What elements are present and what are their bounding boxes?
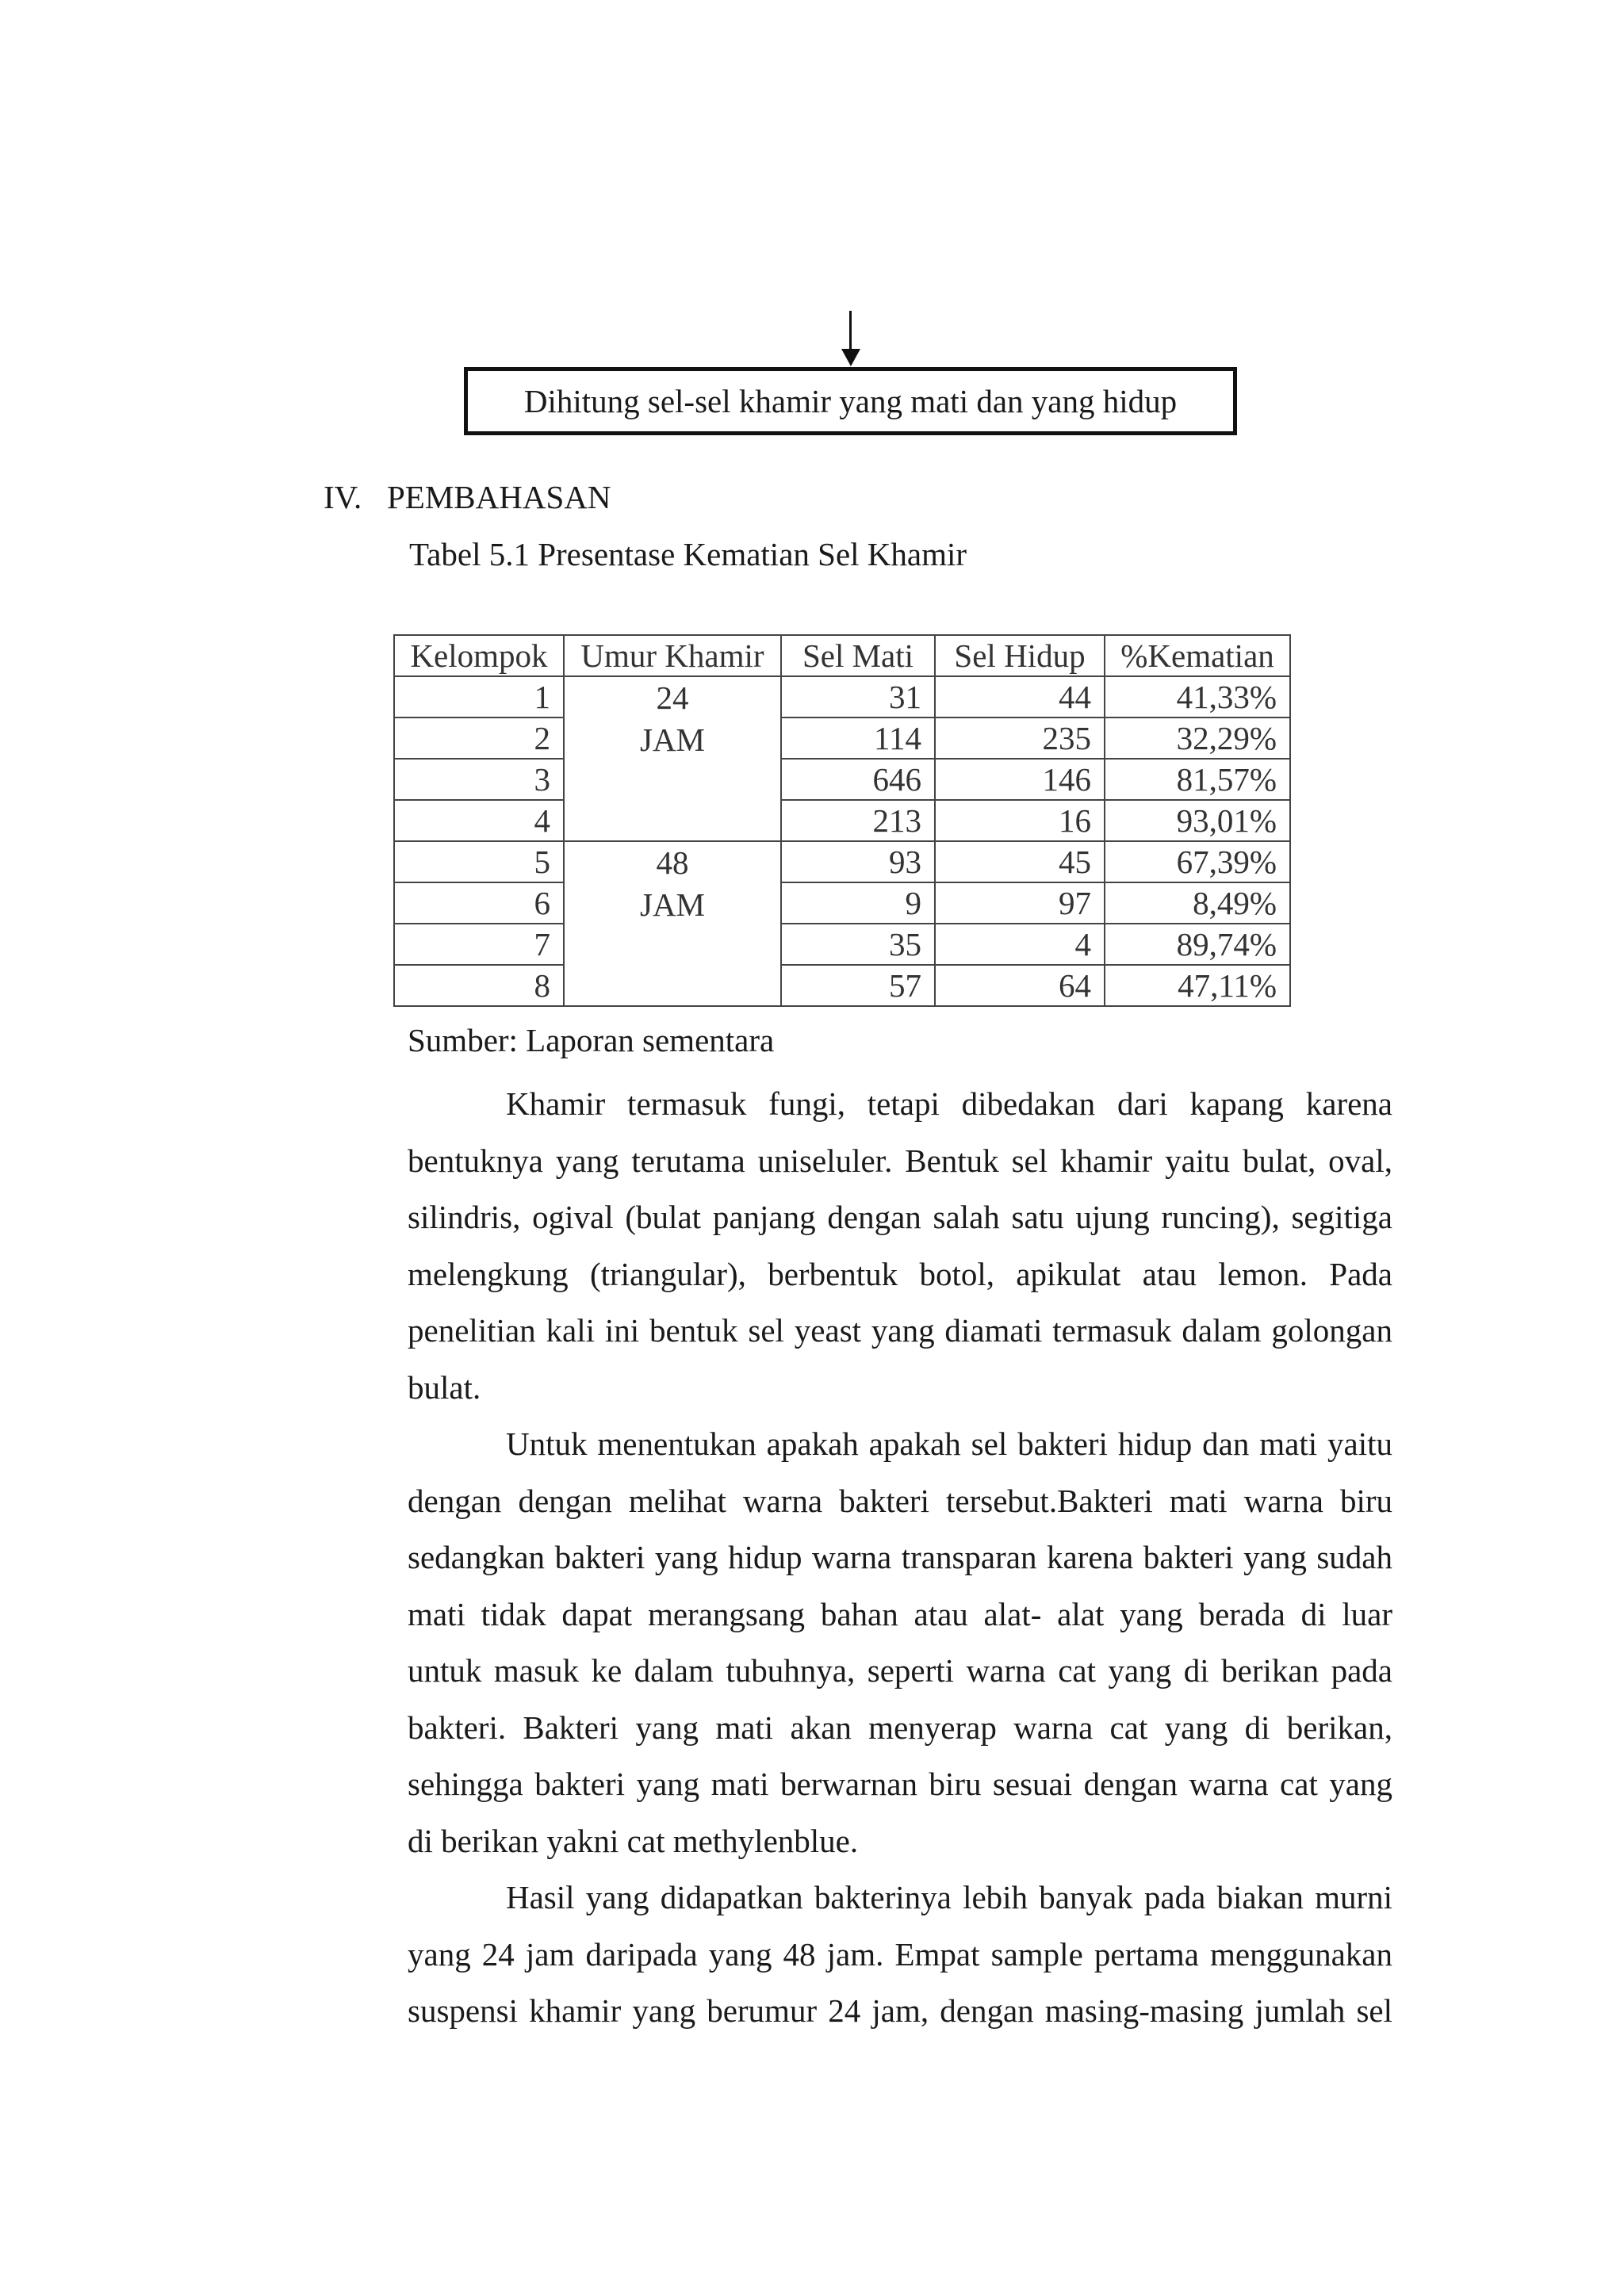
cell-kematian: 89,74% [1105,924,1290,965]
cell-sel-mati: 646 [781,759,935,800]
section-title: PEMBAHASAN [387,479,611,515]
paragraph-line: melengkung (triangular), berbentuk botol, apikulat atau lemon. Pada [408,1255,1392,1292]
section-number: IV. [324,479,362,515]
paragraph-line: Hasil yang didapatkan bakterinya lebih banyak pada biakan murni [506,1879,1392,1915]
cell-sel-hidup: 97 [935,882,1105,924]
table-header-row [394,635,1290,676]
paragraph-line: di berikan yakni cat methylenblue. [408,1822,859,1859]
body-paragraph-1 [408,1076,1392,1416]
header-sel-hidup: Sel Hidup [935,635,1105,676]
cell-sel-hidup: 4 [935,924,1105,965]
age-unit: JAM [639,886,706,923]
paragraph-line: suspensi khamir yang berumur 24 jam, dengan masing-masing jumlah sel [408,1992,1392,2029]
paragraph-line: yang 24 jam daripada yang 48 jam. Empat sample pertama menggunakan [408,1935,1392,1973]
cell-kelompok: 3 [394,759,564,800]
cell-kematian: 32,29% [1105,718,1290,759]
cell-kematian: 81,57% [1105,759,1290,800]
paragraph-line: bulat. [408,1368,481,1406]
cell-sel-mati: 31 [781,676,935,718]
cell-sel-hidup: 45 [935,841,1105,882]
paragraph-line: sehingga bakteri yang mati berwarnan biru sesuai dengan warna cat yang [408,1766,1392,1802]
cell-kematian: 67,39% [1105,841,1290,882]
paragraph-line: untuk masuk ke dalam tubuhnya, seperti warna cat yang di berikan pada [408,1652,1392,1689]
cell-kelompok: 1 [394,676,564,718]
paragraph-line: bentuknya yang terutama uniseluler. Bentuk sel khamir yaitu bulat, oval, [408,1142,1392,1179]
table-row [394,965,1290,1006]
cell-sel-hidup: 16 [935,800,1105,841]
cell-kematian: 93,01% [1105,800,1290,841]
paragraph-line: silindris, ogival (bulat panjang dengan salah satu ujung runcing), segitiga [408,1199,1392,1235]
header-kematian: %Kematian [1105,635,1290,676]
table-row [394,882,1290,924]
table-row [394,924,1290,965]
paragraph-line: dengan dengan melihat warna bakteri tersebut.Bakteri mati warna biru [408,1482,1392,1519]
cell-kematian: 8,49% [1105,882,1290,924]
table-row [394,718,1290,759]
cell-kelompok: 4 [394,800,564,841]
cell-sel-mati: 9 [781,882,935,924]
paragraph-line: penelitian kali ini bentuk sel yeast yang diamati termasuk dalam golongan [408,1312,1392,1349]
body-paragraph-3 [408,1869,1392,2040]
header-kelompok: Kelompok [394,635,564,676]
section-heading [324,478,611,516]
table-row [394,676,1290,718]
data-table [393,634,1291,1007]
flowchart-step-box [464,367,1237,435]
cell-umur-khamir [564,841,781,1006]
cell-kelompok: 6 [394,882,564,924]
body-paragraph-2 [408,1416,1392,1869]
paragraph-line: Khamir termasuk fungi, tetapi dibedakan dari kapang karena [506,1085,1392,1122]
cell-sel-hidup: 64 [935,965,1105,1006]
cell-kematian: 41,33% [1105,676,1290,718]
paragraph-line: mati tidak dapat merangsang bahan atau alat- alat yang berada di luar [408,1595,1392,1632]
cell-kelompok: 2 [394,718,564,759]
cell-sel-hidup: 146 [935,759,1105,800]
table-row [394,841,1290,882]
table-caption: Tabel 5.1 Presentase Kematian Sel Khamir [409,536,967,572]
header-sel-mati: Sel Mati [781,635,935,676]
age-unit: JAM [639,721,706,758]
flowchart-step-text: Dihitung sel-sel khamir yang mati dan yang hidup [523,383,1178,419]
cell-kelompok: 7 [394,924,564,965]
paragraph-line: sedangkan bakteri yang hidup warna transparan karena bakteri yang sudah [408,1539,1392,1575]
cell-kematian: 47,11% [1105,965,1290,1006]
cell-sel-mati: 93 [781,841,935,882]
header-umur-khamir: Umur Khamir [564,635,781,676]
cell-sel-mati: 35 [781,924,935,965]
cell-sel-hidup: 44 [935,676,1105,718]
cell-umur-khamir [564,676,781,841]
paragraph-line: bakteri. Bakteri yang mati akan menyerap warna cat yang di berikan, [408,1709,1392,1746]
cell-sel-mati: 213 [781,800,935,841]
age-value: 48 [656,844,689,881]
arrow-down-icon [841,349,860,366]
cell-kelompok: 5 [394,841,564,882]
paragraph-line: Untuk menentukan apakah apakah sel bakteri hidup dan mati yaitu [506,1425,1392,1462]
table-row [394,759,1290,800]
table-source: Sumber: Laporan sementara [408,1022,775,1058]
cell-kelompok: 8 [394,965,564,1006]
cell-sel-hidup: 235 [935,718,1105,759]
table-row [394,800,1290,841]
age-value: 24 [656,679,689,716]
cell-sel-mati: 114 [781,718,935,759]
flow-arrow-line [849,311,852,350]
cell-sel-mati: 57 [781,965,935,1006]
